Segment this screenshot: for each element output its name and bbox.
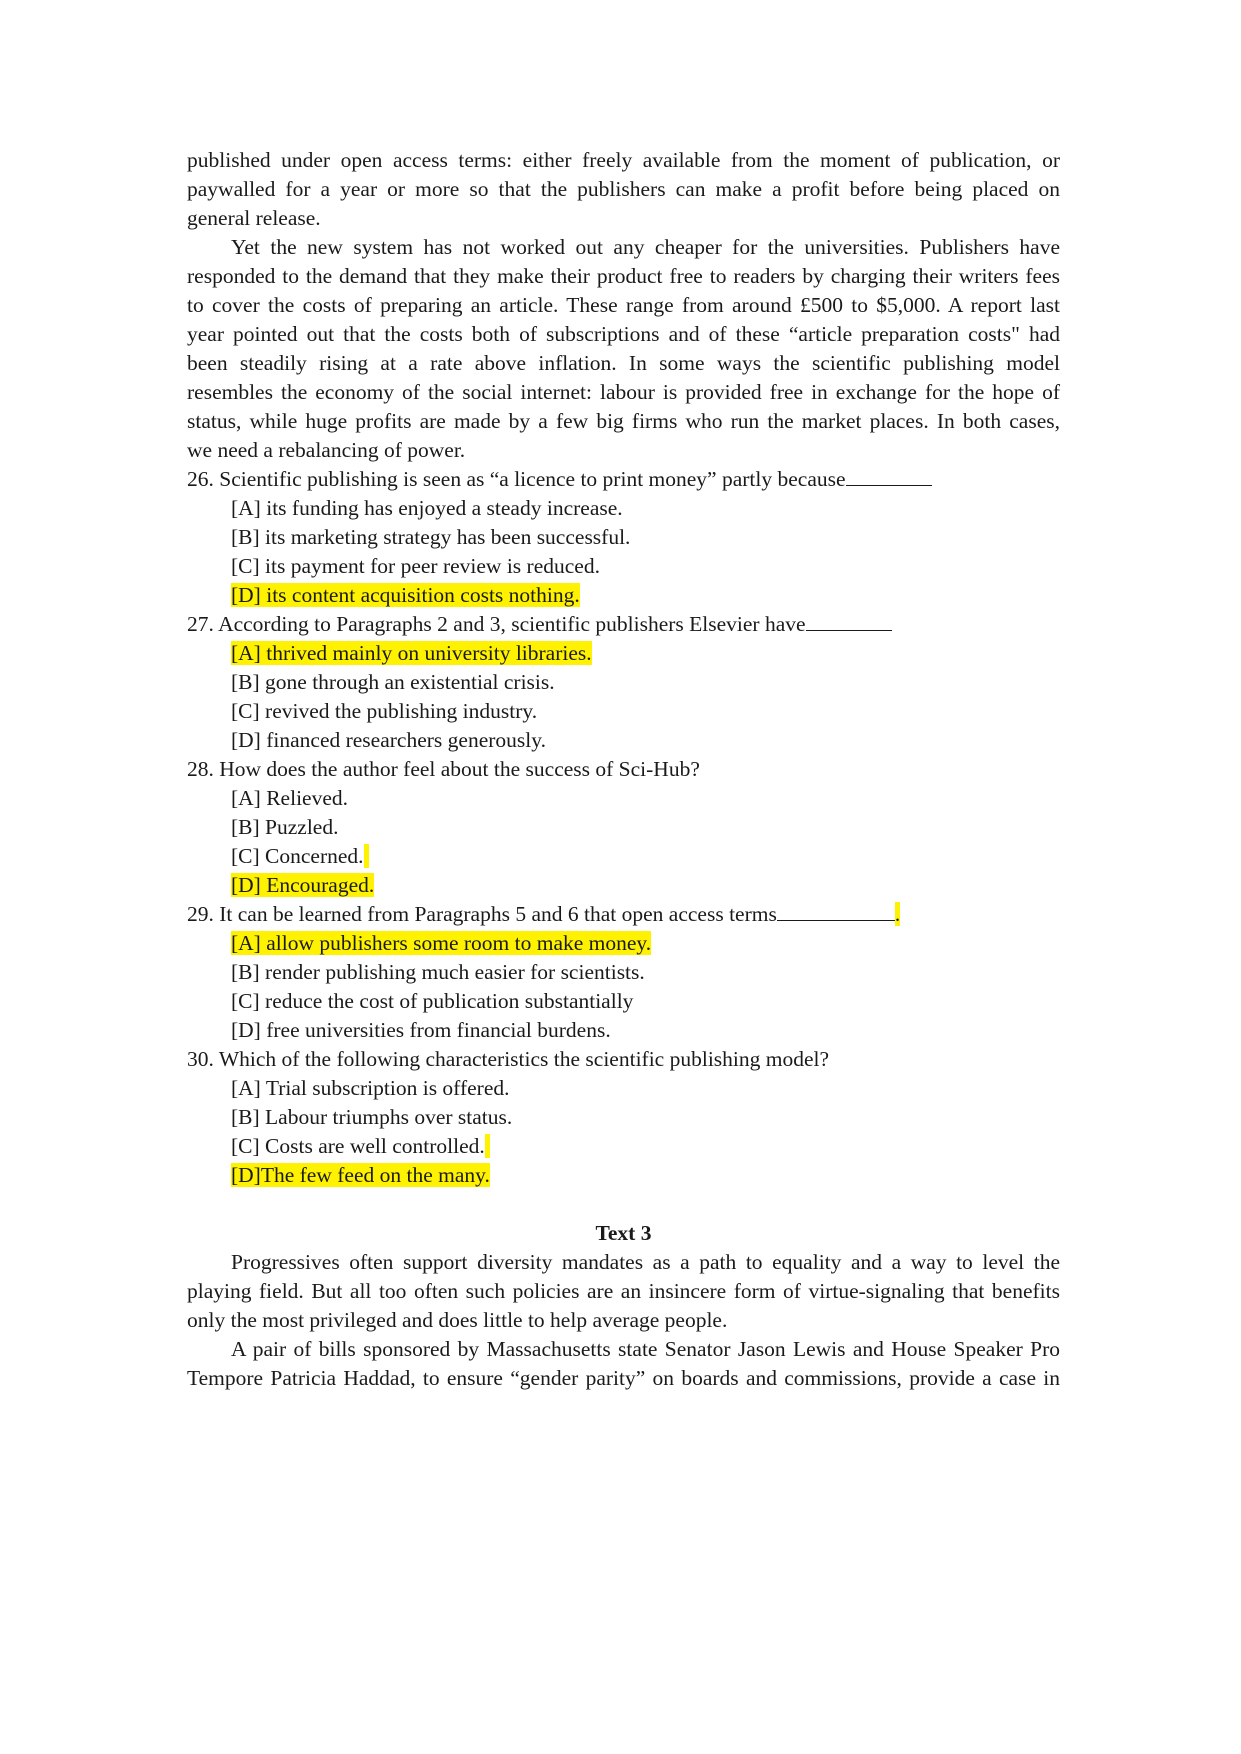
option-text: [B] Puzzled. (231, 815, 339, 839)
passage-line: Yet the new system has not worked out any cheaper for the universities. Publishers have (231, 235, 1060, 259)
highlighted-option-text: [A] thrived mainly on university libraries. (231, 641, 592, 665)
question-29-stem (187, 898, 1060, 930)
question-30-option-b (187, 1101, 1060, 1133)
question-stem-text: 30. Which of the following characteristics the scientific publishing model? (187, 1047, 830, 1071)
question-27-option-a (187, 637, 1060, 669)
answer-blank (806, 610, 892, 631)
option-text: [B] render publishing much easier for scientists. (231, 960, 645, 984)
option-text: [B] gone through an existential crisis. (231, 670, 555, 694)
passage-line: Progressives often support diversity mandates as a path to equality and a way to level the (231, 1250, 1060, 1274)
passage-line: been steadily rising at a rate above inflation. In some ways the scientific publishing model (187, 351, 1060, 375)
question-28-stem (187, 753, 1060, 785)
question-stem-text: 26. Scientific publishing is seen as “a licence to print money” partly because (187, 467, 846, 491)
question-27-stem (187, 608, 1060, 640)
highlighted-option-text: [D]The few feed on the many. (231, 1163, 490, 1187)
option-text: [A] Relieved. (231, 786, 349, 810)
blank-period: . (894, 902, 901, 926)
passage-line: published under open access terms: either freely available from the moment of publication, or (187, 148, 1060, 172)
passage-line: general release. (187, 206, 321, 230)
passage-line: we need a rebalancing of power. (187, 438, 466, 462)
question-28-option-a (187, 782, 1060, 814)
question-30-stem (187, 1043, 1060, 1075)
passage-line: resembles the economy of the social internet: labour is provided free in exchange for the hope of (187, 380, 1060, 404)
passage-line: only the most privileged and does little to help average people. (187, 1308, 728, 1332)
question-26-option-c (187, 550, 1060, 582)
question-stem-text: 29. It can be learned from Paragraphs 5 and 6 that open access terms (187, 902, 777, 926)
passage-line: paywalled for a year or more so that the publishers can make a profit before being placed on (187, 177, 1060, 201)
option-text: [C] revived the publishing industry. (231, 699, 538, 723)
option-text: [C] Concerned. (231, 844, 364, 868)
section-heading: Text 3 (595, 1221, 652, 1245)
answer-blank (846, 465, 932, 486)
question-28-option-c (187, 840, 1060, 872)
option-text: [D] financed researchers generously. (231, 728, 546, 752)
question-29-option-c (187, 985, 1060, 1017)
question-27-option-b (187, 666, 1060, 698)
question-30-option-d (187, 1159, 1060, 1191)
highlight-mark (485, 1134, 490, 1158)
option-text: [C] its payment for peer review is reduced. (231, 554, 600, 578)
question-26-option-a (187, 492, 1060, 524)
question-29-option-b (187, 956, 1060, 988)
question-26-option-b (187, 521, 1060, 553)
question-28-option-b (187, 811, 1060, 843)
highlight-mark (364, 844, 369, 868)
highlighted-option-text: [A] allow publishers some room to make money. (231, 931, 652, 955)
question-28-option-d (187, 869, 1060, 901)
option-text: [A] Trial subscription is offered. (231, 1076, 510, 1100)
highlighted-option-text: [D] its content acquisition costs nothing. (231, 583, 580, 607)
highlighted-option-text: [D] Encouraged. (231, 873, 375, 897)
question-26-stem (187, 463, 1060, 495)
option-text: [B] its marketing strategy has been successful. (231, 525, 631, 549)
passage-line: responded to the demand that they make their product free to readers by charging their writers fees (187, 264, 1060, 288)
passage-line: playing field. But all too often such policies are an insincere form of virtue-signaling that benefits (187, 1279, 1060, 1303)
question-30-option-a (187, 1072, 1060, 1104)
passage-line: to cover the costs of preparing an article. These range from around £500 to $5,000. A report last (187, 293, 1060, 317)
passage-line: Tempore Patricia Haddad, to ensure “gender parity” on boards and commissions, provide a case in (187, 1366, 1060, 1390)
question-stem-text: 27. According to Paragraphs 2 and 3, scientific publishers Elsevier have (187, 612, 806, 636)
option-text: [D] free universities from financial burdens. (231, 1018, 611, 1042)
question-29-option-d (187, 1014, 1060, 1046)
question-26-option-d (187, 579, 1060, 611)
passage-line: status, while huge profits are made by a few big firms who run the market places. In both cases, (187, 409, 1060, 433)
question-stem-text: 28. How does the author feel about the success of Sci-Hub? (187, 757, 700, 781)
question-27-option-c (187, 695, 1060, 727)
question-27-option-d (187, 724, 1060, 756)
option-text: [A] its funding has enjoyed a steady increase. (231, 496, 623, 520)
option-text: [B] Labour triumphs over status. (231, 1105, 513, 1129)
option-text: [C] reduce the cost of publication substantially (231, 989, 634, 1013)
passage-line: A pair of bills sponsored by Massachusetts state Senator Jason Lewis and House Speaker Pro (231, 1337, 1060, 1361)
option-text: [C] Costs are well controlled. (231, 1134, 485, 1158)
passage-line: year pointed out that the costs both of subscriptions and of these “article preparation costs" had (187, 322, 1060, 346)
question-29-option-a (187, 927, 1060, 959)
answer-blank (777, 900, 895, 921)
question-30-option-c (187, 1130, 1060, 1162)
